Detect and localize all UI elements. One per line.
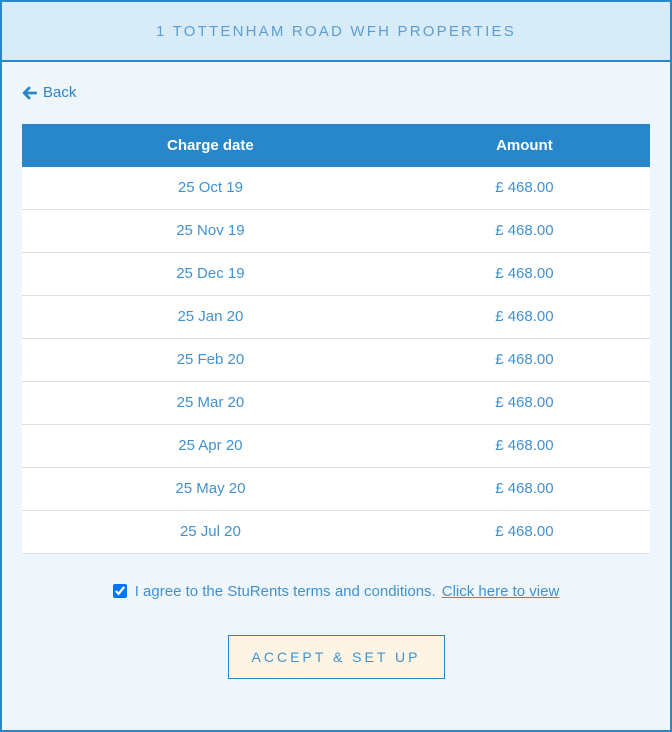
table-header-row <box>22 124 650 167</box>
amount-cell: £ 468.00 <box>495 437 554 454</box>
charge-date-cell: 25 Oct 19 <box>177 179 243 196</box>
table-row <box>22 382 650 425</box>
charge-date-cell: 25 Nov 19 <box>176 222 245 239</box>
table-row <box>22 425 650 468</box>
table-row <box>22 167 650 210</box>
table-row <box>22 339 650 382</box>
payment-schedule-table <box>22 124 650 554</box>
terms-checkbox[interactable] <box>113 584 127 598</box>
table-row <box>22 253 650 296</box>
amount-cell: £ 468.00 <box>495 179 554 196</box>
amount-cell: £ 468.00 <box>495 480 554 497</box>
table-row <box>22 511 650 554</box>
amount-cell: £ 468.00 <box>495 351 554 368</box>
amount-cell: £ 468.00 <box>495 523 554 540</box>
charge-date-cell: 25 Mar 20 <box>176 394 245 411</box>
back-row <box>22 84 650 105</box>
terms-row <box>22 583 650 600</box>
charge-date-cell: 25 Dec 19 <box>176 265 245 282</box>
page-title: 1 TOTTENHAM ROAD WFH PROPERTIES <box>156 22 516 40</box>
amount-cell: £ 468.00 <box>495 222 554 239</box>
accept-setup-button[interactable]: ACCEPT & SET UP <box>228 635 445 679</box>
page-header <box>2 2 670 62</box>
page-content <box>2 84 670 679</box>
charge-date-cell: 25 Jan 20 <box>177 308 244 325</box>
table-row <box>22 468 650 511</box>
charge-date-cell: 25 Feb 20 <box>176 351 245 368</box>
table-row <box>22 210 650 253</box>
column-header-amount: Amount <box>496 136 553 154</box>
arrow-left-icon <box>22 86 37 100</box>
table-row <box>22 296 650 339</box>
charge-date-cell: 25 Apr 20 <box>178 437 243 454</box>
terms-label: I agree to the StuRents terms and conditions. <box>134 582 436 600</box>
charge-date-cell: 25 Jul 20 <box>179 523 241 540</box>
terms-link[interactable]: Click here to view <box>441 582 560 600</box>
back-link[interactable] <box>22 84 76 101</box>
amount-cell: £ 468.00 <box>495 394 554 411</box>
amount-cell: £ 468.00 <box>495 265 554 282</box>
column-header-charge-date: Charge date <box>167 136 254 154</box>
back-label: Back <box>43 84 77 101</box>
amount-cell: £ 468.00 <box>495 308 554 325</box>
charge-date-cell: 25 May 20 <box>175 480 246 497</box>
